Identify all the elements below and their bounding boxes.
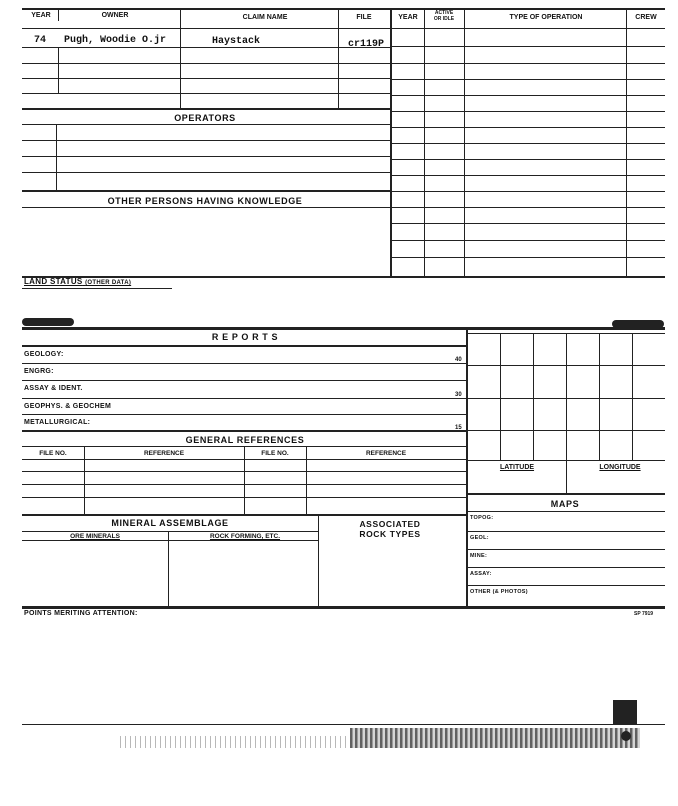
maps-mine: MINE:	[470, 553, 488, 559]
maps-other: OTHER (& PHOTOS)	[470, 589, 528, 595]
entry-owner: Pugh, Woodie O.jr	[64, 35, 167, 46]
header-active: ACTIVE	[434, 10, 454, 16]
ref-file-no-2: FILE NO.	[261, 450, 289, 457]
other-persons-heading: OTHER PERSONS HAVING KNOWLEDGE	[107, 196, 303, 206]
operators-heading: OPERATORS	[174, 113, 236, 123]
header-file: FILE	[356, 14, 372, 21]
header-crew: CREW	[635, 14, 657, 21]
ref-file-no-1: FILE NO.	[39, 450, 67, 457]
scan-mark-square	[613, 700, 637, 724]
maps-heading: MAPS	[550, 499, 580, 509]
header-owner: OWNER	[101, 12, 129, 19]
ref-reference-2: REFERENCE	[365, 450, 407, 457]
associated-rock-types-heading	[330, 519, 450, 539]
general-references-heading: GENERAL REFERENCES	[185, 435, 305, 445]
header-type-of-operation: TYPE OF OPERATION	[509, 14, 583, 21]
header-year: YEAR	[31, 12, 51, 19]
land-status-label	[24, 277, 131, 286]
report-assay-num: 30	[455, 392, 462, 398]
associated-label: ASSOCIATED	[359, 519, 421, 529]
latitude-label: LATITUDE	[499, 464, 535, 471]
maps-assay: ASSAY:	[470, 571, 492, 577]
land-status-text: LAND STATUS	[24, 277, 83, 286]
header-claim-name: CLAIM NAME	[242, 14, 288, 21]
longitude-label: LONGITUDE	[599, 464, 641, 471]
header-year-2: YEAR	[398, 14, 418, 21]
report-metallurgical-num: 15	[455, 425, 462, 431]
scan-noise-band	[350, 728, 640, 748]
scan-noise-light	[120, 736, 350, 748]
ink-smudge-left	[22, 318, 74, 326]
scan-mark-dot	[621, 731, 631, 741]
report-geophys-label: GEOPHYS. & GEOCHEM	[24, 403, 112, 410]
points-meriting-attention: POINTS MERITING ATTENTION:	[24, 610, 138, 617]
mineral-assemblage-heading: MINERAL ASSEMBLAGE	[111, 518, 229, 528]
entry-file: cr119P	[348, 39, 385, 50]
maps-geol: GEOL:	[470, 535, 489, 541]
report-assay-label: ASSAY & IDENT.	[24, 385, 83, 392]
header-or-idle: OR IDLE	[433, 16, 455, 22]
reports-title: R E P O R T S	[211, 332, 279, 342]
ref-reference-1: REFERENCE	[143, 450, 185, 457]
rock-forming-label: ROCK FORMING, ETC.	[209, 533, 281, 540]
land-status-sub: (OTHER DATA)	[85, 280, 132, 286]
maps-topog: TOPOG:	[470, 515, 494, 521]
header-active-idle	[426, 10, 462, 22]
report-geology-label: GEOLOGY:	[24, 351, 64, 358]
ore-minerals-label: ORE MINERALS	[70, 533, 120, 540]
rock-types-label: ROCK TYPES	[359, 529, 421, 539]
report-geology-num: 40	[455, 357, 462, 363]
report-metallurgical-label: METALLURGICAL:	[24, 419, 91, 426]
entry-year: 74	[34, 35, 47, 46]
entry-claim-name: Haystack	[212, 36, 261, 47]
report-engrg-label: ENGRG:	[24, 368, 54, 375]
form-code: SP 7919	[634, 611, 654, 617]
